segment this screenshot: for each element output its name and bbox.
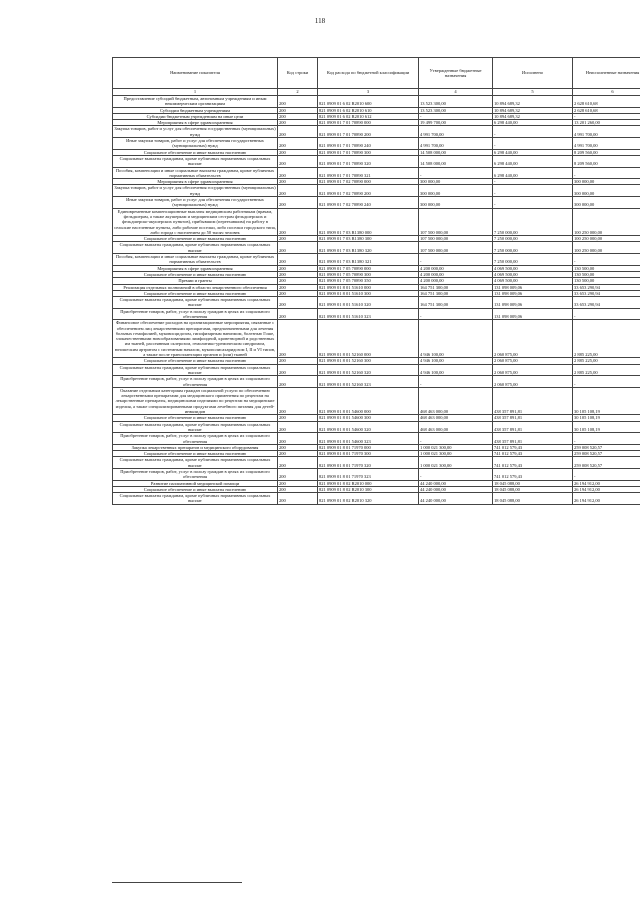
row-name: Пособия, компенсации и иные социальные выплаты гражданам, кроме публичных нормативных обязательств: [113, 254, 278, 266]
row-unexecuted: 130 500,00: [573, 271, 640, 277]
row-name: Социальное обеспечение и иные выплаты населению: [113, 451, 278, 457]
row-line-code: 200: [278, 149, 318, 155]
row-line-code: 200: [278, 197, 318, 209]
column-number: 1: [113, 89, 278, 96]
row-unexecuted: 30 105 108,19: [573, 387, 640, 414]
row-name: Социальные выплаты гражданам, кроме публичных нормативных социальных выплат: [113, 364, 278, 376]
row-executed: 438 357 891,81: [493, 415, 573, 421]
header-approved: Утвержденные бюджетные назначения: [419, 58, 493, 89]
row-approved: 44 240 000,00: [419, 493, 493, 505]
page-number: 118: [314, 17, 326, 25]
row-expense-code: 821 0909 01 8 01 54600 323: [318, 433, 419, 445]
row-name: Социальное обеспечение и иные выплаты населению: [113, 415, 278, 421]
row-name: Социальные выплаты гражданам, кроме публичных нормативных социальных выплат: [113, 155, 278, 167]
row-expense-code: 821 0909 01 6 02 R2010 600: [318, 96, 419, 108]
row-approved: 1 000 021 300,00: [419, 451, 493, 457]
row-unexecuted: -: [573, 469, 640, 481]
row-name: Социальное обеспечение и иные выплаты населению: [113, 290, 278, 296]
row-executed: 2 060 875,00: [493, 320, 573, 358]
row-approved: 44 240 000,00: [419, 486, 493, 492]
row-unexecuted: 30 105 108,19: [573, 421, 640, 433]
row-unexecuted: 8 209 560,00: [573, 155, 640, 167]
row-line-code: 200: [278, 107, 318, 113]
row-expense-code: 821 0909 01 7 05 70890 300: [318, 271, 419, 277]
row-unexecuted: 300 000,00: [573, 179, 640, 185]
row-executed: 7 250 000,00: [493, 208, 573, 235]
table-row: [113, 297, 640, 309]
row-executed: 2 060 875,00: [493, 358, 573, 364]
column-number: 5: [493, 89, 573, 96]
row-approved: 107 500 000,00: [419, 242, 493, 254]
row-unexecuted: 300 000,00: [573, 185, 640, 197]
row-approved: 44 240 000,00: [419, 480, 493, 486]
row-unexecuted: 13 201 260,00: [573, 120, 640, 126]
header-executed: Исполнено: [493, 58, 573, 89]
header-line-code: Код строки: [278, 58, 318, 89]
expenditure-table: [112, 57, 640, 505]
row-executed: 7 250 000,00: [493, 254, 573, 266]
row-unexecuted: 4 991 700,00: [573, 126, 640, 138]
row-approved: 164 751 300,00: [419, 297, 493, 309]
row-unexecuted: -: [573, 433, 640, 445]
row-expense-code: 821 0909 01 8 01 51610 323: [318, 308, 419, 320]
row-line-code: 200: [278, 96, 318, 108]
column-number: 6: [573, 89, 640, 96]
row-unexecuted: 2 885 225,00: [573, 320, 640, 358]
row-approved: -: [419, 308, 493, 320]
row-unexecuted: 100 250 000,00: [573, 208, 640, 235]
row-line-code: 200: [278, 236, 318, 242]
row-expense-code: 821 0909 01 6 02 R2010 610: [318, 107, 419, 113]
row-expense-code: 821 0909 01 8 01 71970 320: [318, 457, 419, 469]
table-row: [113, 308, 640, 320]
row-expense-code: 821 0909 01 7 01 70890 321: [318, 167, 419, 179]
row-line-code: 200: [278, 457, 318, 469]
row-approved: 14 508 000,00: [419, 155, 493, 167]
row-approved: 4 200 000,00: [419, 278, 493, 284]
row-name: Закупка товаров, работ и услуг для обеспечения государственных (муниципальных) нужд: [114, 126, 276, 137]
row-executed: 2 060 875,00: [493, 376, 573, 388]
row-unexecuted: -: [573, 113, 640, 119]
row-line-code: 200: [278, 155, 318, 167]
row-unexecuted: 100 250 000,00: [573, 236, 640, 242]
row-approved: 300 000,00: [419, 179, 493, 185]
row-executed: -: [493, 185, 573, 197]
row-unexecuted: 259 008 520,57: [573, 444, 640, 450]
row-unexecuted: -: [573, 254, 640, 266]
table-row: [113, 493, 640, 505]
row-executed: 741 012 579,43: [493, 469, 573, 481]
row-line-code: 200: [278, 167, 318, 179]
table-row: [113, 96, 640, 108]
row-line-code: 200: [278, 469, 318, 481]
row-name: Закупка лекарственных препаратов и медицинского оборудования: [113, 444, 278, 450]
row-executed: 10 894 689,32: [493, 107, 573, 113]
row-executed: 131 098 009,06: [493, 284, 573, 290]
row-approved: 14 508 000,00: [419, 149, 493, 155]
row-expense-code: 821 0909 01 7 02 70890 240: [318, 197, 419, 209]
row-line-code: 200: [278, 493, 318, 505]
row-name: Приобретение товаров, работ, услуг в пользу граждан в целях их социального обеспечения: [113, 469, 278, 481]
row-unexecuted: 26 194 912,00: [573, 486, 640, 492]
row-executed: 6 298 440,00: [493, 155, 573, 167]
table-row: [113, 167, 640, 179]
row-line-code: 200: [278, 387, 318, 414]
row-approved: 164 751 300,00: [419, 284, 493, 290]
row-unexecuted: -: [573, 376, 640, 388]
row-line-code: 200: [278, 290, 318, 296]
row-approved: -: [419, 167, 493, 179]
row-approved: 4 991 700,00: [419, 126, 493, 138]
row-approved: -: [419, 469, 493, 481]
table-row: [113, 185, 640, 197]
row-expense-code: 821 0909 01 7 01 70890 000: [318, 120, 419, 126]
row-name: Субсидии бюджетным учреждениям на иные цели: [113, 113, 278, 119]
row-line-code: 200: [278, 120, 318, 126]
row-name: Финансовое обеспечение расходов на организационные мероприятия, связанные с обеспечением лиц лекарственными препаратами, предназначенными для лечения больных гемофилией, муковисцидозом, гипофизарным нанизмом, болезнью Гоше, злокачественными новообразованиями лимфоидной, кроветворной и родственных им тканей, рассеянным склерозом, гемолитико-уремическим синдромом, юношеским артритом с системным началом, мукополисахаридозом I, II и VI типов, а также после трансплантации органов и (или) тканей: [113, 320, 278, 358]
row-unexecuted: 30 105 108,19: [573, 415, 640, 421]
footnote-rule: [112, 882, 242, 883]
row-line-code: 200: [278, 376, 318, 388]
row-name: Социальное обеспечение и иные выплаты населению: [113, 236, 278, 242]
row-unexecuted: 300 000,00: [573, 197, 640, 209]
row-approved: 300 000,00: [419, 185, 493, 197]
row-name: Иные закупки товаров, работ и услуг для обеспечения государственных (муниципальных) нужд: [113, 197, 278, 209]
column-number: 2: [278, 89, 318, 96]
row-expense-code: 821 0909 01 7 03 R1380 300: [318, 236, 419, 242]
table-row: [113, 421, 640, 433]
row-name: Развитие паллиативной медицинской помощи: [113, 480, 278, 486]
row-line-code: 200: [278, 358, 318, 364]
row-expense-code: 821 0909 01 7 02 70890 000: [318, 179, 419, 185]
row-approved: 107 500 000,00: [419, 236, 493, 242]
table-row: [113, 364, 640, 376]
row-approved: 1 000 021 300,00: [419, 457, 493, 469]
row-executed: 10 894 689,32: [493, 96, 573, 108]
row-expense-code: 821 0909 01 8 01 51610 300: [318, 290, 419, 296]
row-expense-code: 821 0909 01 6 02 R2010 612: [318, 113, 419, 119]
row-executed: 10 894 689,32: [493, 113, 573, 119]
row-unexecuted: 130 500,00: [573, 278, 640, 284]
row-approved: 164 751 300,00: [419, 290, 493, 296]
row-expense-code: 821 0909 01 8 01 52160 000: [318, 320, 419, 358]
row-expense-code: 821 0909 01 7 01 70890 320: [318, 155, 419, 167]
row-approved: 4 200 000,00: [419, 271, 493, 277]
row-approved: 1 000 021 300,00: [419, 444, 493, 450]
row-unexecuted: 2 885 225,00: [573, 364, 640, 376]
row-line-code: 200: [278, 126, 318, 138]
row-line-code: 200: [278, 265, 318, 271]
row-line-code: 200: [278, 415, 318, 421]
row-unexecuted: 33 653 290,94: [573, 284, 640, 290]
row-approved: 4 946 100,00: [419, 320, 493, 358]
row-approved: 4 991 700,00: [419, 138, 493, 150]
row-executed: 18 045 088,00: [493, 480, 573, 486]
row-approved: 468 463 000,00: [419, 421, 493, 433]
table-row: [113, 242, 640, 254]
row-executed: 7 250 000,00: [493, 236, 573, 242]
row-expense-code: 821 0909 01 7 05 70890 000: [318, 265, 419, 271]
row-executed: 6 298 440,00: [493, 149, 573, 155]
row-line-code: 200: [278, 278, 318, 284]
row-executed: 438 357 891,81: [493, 387, 573, 414]
row-approved: 4 946 100,00: [419, 364, 493, 376]
row-line-code: 200: [278, 185, 318, 197]
row-expense-code: 821 0909 01 7 03 R1380 000: [318, 208, 419, 235]
header-expense-code: Код расхода по бюджетной классификации: [318, 58, 419, 89]
row-unexecuted: 259 008 520,57: [573, 457, 640, 469]
column-number: 3: [318, 89, 419, 96]
row-expense-code: 821 0909 01 8 01 71970 300: [318, 451, 419, 457]
row-expense-code: 821 0909 01 8 01 51610 000: [318, 284, 419, 290]
row-line-code: 200: [278, 433, 318, 445]
row-executed: 438 357 891,81: [493, 433, 573, 445]
row-name: Единовременные компенсационные выплаты медицинским работникам (врачам, фельдшерам, а также акушеркам и медицинским сестрам фельдшерских и фельдшерско-акушерских пунктов), прибывшим (переехавшим) на работу в сельские населенные пункты, либо рабочие поселки, либо поселки городского типа, либо города с населением до 50 тысяч человек: [114, 208, 276, 235]
row-name: Закупка товаров, работ и услуг для обеспечения государственных (муниципальных) нужд: [114, 185, 276, 196]
row-expense-code: 821 0909 01 8 01 52160 320: [318, 364, 419, 376]
row-line-code: 200: [278, 113, 318, 119]
column-number: 4: [419, 89, 493, 96]
header-unexecuted: Неисполненные назначения: [573, 58, 640, 89]
row-name: Социальное обеспечение и иные выплаты населению: [113, 149, 278, 155]
table-row: [113, 126, 640, 138]
row-line-code: 200: [278, 179, 318, 185]
row-name: Предоставление субсидий бюджетным, автономным учреждениям и иным некоммерческим организациям: [113, 96, 278, 108]
row-name: Мероприятия в сфере здравоохранения: [113, 265, 278, 271]
row-name: Социальное обеспечение и иные выплаты населению: [113, 358, 278, 364]
table-row: [113, 138, 640, 150]
row-expense-code: 821 0909 01 8 02 R2010 320: [318, 493, 419, 505]
row-name: Реализация отдельных полномочий в области лекарственного обеспечения: [113, 284, 278, 290]
table-row: [113, 457, 640, 469]
row-executed: -: [493, 197, 573, 209]
row-line-code: 200: [278, 208, 318, 235]
row-approved: -: [419, 113, 493, 119]
row-name: Приобретение товаров, работ, услуг в пользу граждан в целях их социального обеспечения: [113, 376, 278, 388]
row-executed: 6 298 440,00: [493, 120, 573, 126]
row-name: Социальные выплаты гражданам, кроме публичных нормативных социальных выплат: [113, 297, 278, 309]
row-unexecuted: -: [573, 167, 640, 179]
row-executed: 438 357 891,81: [493, 421, 573, 433]
row-unexecuted: 259 008 520,57: [573, 451, 640, 457]
table-row: [113, 155, 640, 167]
row-name: Субсидии бюджетным учреждениям: [113, 107, 278, 113]
row-expense-code: 821 0909 01 7 02 70890 200: [318, 185, 419, 197]
row-name: Иные закупки товаров, работ и услуг для обеспечения государственных (муниципальных) нужд: [113, 138, 278, 150]
row-unexecuted: 26 194 912,00: [573, 480, 640, 486]
row-expense-code: 821 0909 01 7 01 70890 200: [318, 126, 419, 138]
row-executed: -: [493, 138, 573, 150]
row-name: Социальное обеспечение и иные выплаты населению: [113, 271, 278, 277]
row-expense-code: 821 0909 01 8 02 R2010 300: [318, 486, 419, 492]
row-approved: 300 000,00: [419, 197, 493, 209]
row-line-code: 200: [278, 271, 318, 277]
row-unexecuted: 2 628 610,68: [573, 96, 640, 108]
row-name: Социальные выплаты гражданам, кроме публичных нормативных социальных выплат: [113, 242, 278, 254]
row-name: Социальное обеспечение и иные выплаты населению: [113, 486, 278, 492]
row-executed: 6 298 440,00: [493, 167, 573, 179]
row-unexecuted: 33 653 290,94: [573, 290, 640, 296]
row-expense-code: 821 0909 01 8 01 71970 000: [318, 444, 419, 450]
row-expense-code: 821 0909 01 8 01 54600 320: [318, 421, 419, 433]
row-executed: 18 045 088,00: [493, 486, 573, 492]
row-unexecuted: 33 653 290,94: [573, 297, 640, 309]
table-row: [113, 376, 640, 388]
row-executed: 131 098 009,06: [493, 308, 573, 320]
row-name: Социальные выплаты гражданам, кроме публичных нормативных социальных выплат: [113, 457, 278, 469]
row-executed: 741 012 579,43: [493, 457, 573, 469]
row-name: Приобретение товаров, работ, услуг в пользу граждан в целях их социального обеспечения: [113, 308, 278, 320]
table-row: [113, 197, 640, 209]
row-unexecuted: 26 194 912,00: [573, 493, 640, 505]
row-approved: 13 523 300,00: [419, 107, 493, 113]
row-executed: 7 250 000,00: [493, 242, 573, 254]
row-expense-code: 821 0909 01 7 01 70890 300: [318, 149, 419, 155]
row-executed: 741 012 579,43: [493, 451, 573, 457]
row-executed: 741 012 579,43: [493, 444, 573, 450]
table-row: [113, 469, 640, 481]
table-row: [113, 433, 640, 445]
row-approved: -: [419, 433, 493, 445]
row-approved: 4 200 000,00: [419, 265, 493, 271]
row-expense-code: 821 0909 01 7 01 70890 240: [318, 138, 419, 150]
row-approved: 468 463 000,00: [419, 387, 493, 414]
row-unexecuted: 100 250 000,00: [573, 242, 640, 254]
row-executed: -: [493, 126, 573, 138]
row-approved: 19 499 700,00: [419, 120, 493, 126]
row-approved: 468 463 000,00: [419, 415, 493, 421]
row-line-code: 200: [278, 297, 318, 309]
row-line-code: 200: [278, 138, 318, 150]
row-expense-code: 821 0909 01 7 03 R1380 321: [318, 254, 419, 266]
row-line-code: 200: [278, 421, 318, 433]
row-name: Социальные выплаты гражданам, кроме публичных нормативных социальных выплат: [113, 493, 278, 505]
row-unexecuted: 130 500,00: [573, 265, 640, 271]
row-line-code: 200: [278, 284, 318, 290]
row-executed: 4 069 500,00: [493, 265, 573, 271]
row-executed: 4 069 500,00: [493, 278, 573, 284]
row-line-code: 200: [278, 486, 318, 492]
header-indicator-name: Наименование показателя: [113, 58, 278, 89]
row-expense-code: 821 0909 01 8 01 54600 000: [318, 387, 419, 414]
row-unexecuted: 2 885 225,00: [573, 358, 640, 364]
row-executed: 131 098 009,06: [493, 297, 573, 309]
row-expense-code: 821 0909 01 8 02 R2010 000: [318, 480, 419, 486]
row-approved: 107 500 000,00: [419, 208, 493, 235]
row-executed: 131 098 009,06: [493, 290, 573, 296]
row-unexecuted: 8 209 560,00: [573, 149, 640, 155]
row-line-code: 200: [278, 320, 318, 358]
row-name: Пособия, компенсации и иные социальные выплаты гражданам, кроме публичных нормативных обязательств: [113, 167, 278, 179]
row-line-code: 200: [278, 444, 318, 450]
row-expense-code: 821 0909 01 7 05 70890 350: [318, 278, 419, 284]
row-name: Мероприятия в сфере здравоохранения: [113, 120, 278, 126]
row-executed: 18 045 088,00: [493, 493, 573, 505]
table-row: [113, 387, 640, 414]
row-line-code: 200: [278, 364, 318, 376]
row-approved: 13 523 300,00: [419, 96, 493, 108]
row-line-code: 200: [278, 254, 318, 266]
table-header-row: [113, 58, 640, 89]
row-approved: 4 946 100,00: [419, 358, 493, 364]
row-name: Оказание отдельным категориям граждан социальной услуги по обеспечению лекарственными препаратами для медицинского применения по рецептам на лекарственные препараты, медицинскими изделиями по рецептам на медицинские изделия, а также специализированными продуктами лечебного питания для детей-инвалидов: [113, 387, 278, 414]
row-name: Премии и гранты: [113, 278, 278, 284]
row-executed: 2 060 875,00: [493, 364, 573, 376]
row-executed: 4 069 500,00: [493, 271, 573, 277]
table-row: [113, 320, 640, 358]
row-name: Приобретение товаров, работ, услуг в пользу граждан в целях их социального обеспечения: [113, 433, 278, 445]
row-name: Мероприятия в сфере здравоохранения: [113, 179, 278, 185]
row-expense-code: 821 0909 01 8 01 52160 300: [318, 358, 419, 364]
row-approved: -: [419, 376, 493, 388]
table-row: [113, 254, 640, 266]
row-line-code: 200: [278, 451, 318, 457]
row-unexecuted: 4 991 700,00: [573, 138, 640, 150]
row-line-code: 200: [278, 242, 318, 254]
row-unexecuted: -: [573, 308, 640, 320]
row-expense-code: 821 0909 01 8 01 71970 323: [318, 469, 419, 481]
row-line-code: 200: [278, 308, 318, 320]
row-approved: -: [419, 254, 493, 266]
row-executed: -: [493, 179, 573, 185]
row-unexecuted: 2 628 610,68: [573, 107, 640, 113]
column-number-row: [113, 89, 640, 96]
row-line-code: 200: [278, 480, 318, 486]
row-expense-code: 821 0909 01 8 01 51610 320: [318, 297, 419, 309]
row-expense-code: 821 0909 01 8 01 52160 323: [318, 376, 419, 388]
table-row: [113, 208, 640, 235]
row-expense-code: 821 0909 01 7 03 R1380 320: [318, 242, 419, 254]
row-expense-code: 821 0909 01 8 01 54600 300: [318, 415, 419, 421]
row-name: Социальные выплаты гражданам, кроме публичных нормативных социальных выплат: [113, 421, 278, 433]
